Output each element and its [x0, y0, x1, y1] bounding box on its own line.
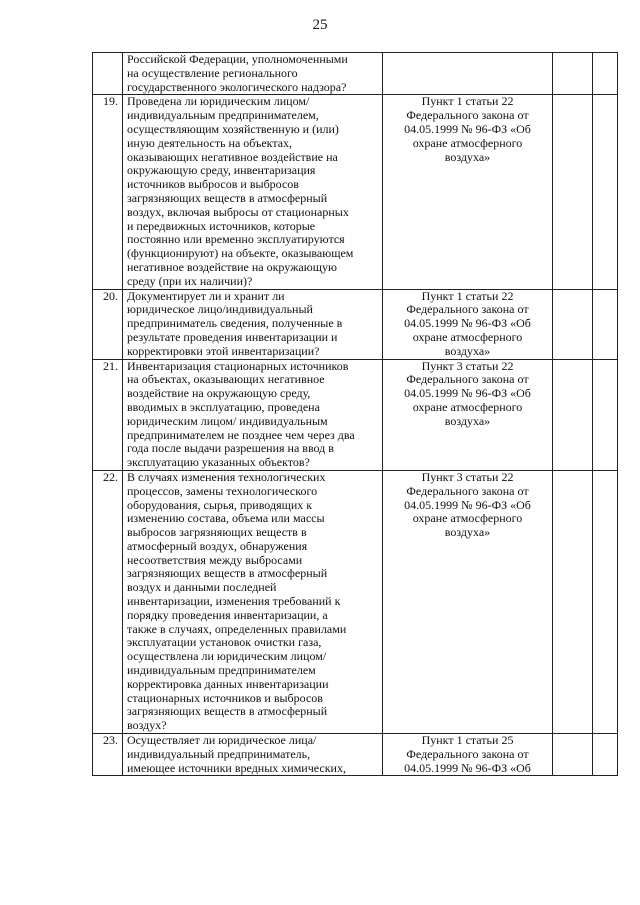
question-line: оказывающих негативное воздействие на [127, 149, 338, 164]
question-line: постоянно или временно эксплуатируются [127, 232, 345, 247]
table-row [93, 95, 618, 289]
reference-line: Пункт 3 статьи 22 [421, 469, 514, 484]
reference-line: Пункт 1 статьи 22 [421, 94, 514, 109]
question-line: стационарных источников и выбросов [127, 690, 323, 705]
question-line: инвентаризации, изменения требований к [127, 594, 341, 609]
question-line: атмосферный воздух, обнаружения [127, 538, 308, 553]
answer-cell [553, 359, 593, 470]
question-line: результате проведения инвентаризации и [127, 329, 338, 344]
question-cell [123, 289, 383, 359]
reference-line: Федерального закона от [406, 108, 529, 123]
table-row [93, 734, 618, 776]
answer-cell [553, 53, 593, 95]
question-cell [123, 359, 383, 470]
question-line: изменению состава, объема или массы [127, 511, 325, 526]
question-line: воздух и данными последней [127, 580, 277, 595]
question-line: загрязняющих веществ в атмосферный [127, 566, 328, 581]
question-line: корректировки этой инвентаризации? [127, 343, 320, 358]
answer-cell [593, 734, 618, 776]
page-number: 25 [312, 17, 328, 33]
reference-line: 04.05.1999 № 96-ФЗ «Об [404, 316, 531, 331]
question-line: Российской Федерации, уполномоченными [127, 52, 348, 66]
question-line: предпринимателем не позднее чем через два [127, 427, 355, 442]
item-number: 21. [93, 359, 123, 470]
answer-cell [593, 289, 618, 359]
reference-line: Пункт 1 статьи 22 [421, 288, 514, 303]
question-line: также в случаях, определенных правилами [127, 621, 347, 636]
reference-line: охране атмосферного [412, 135, 523, 150]
table-row [93, 470, 618, 733]
question-line: выбросов загрязняющих веществ в [127, 525, 307, 540]
question-line: и передвижных источников, которые [127, 218, 316, 233]
legal-reference-cell [383, 95, 553, 289]
legal-reference-cell [383, 359, 553, 470]
table-row [93, 359, 618, 470]
question-line: Осуществляет ли юридическое лица/ [127, 733, 317, 748]
legal-reference-cell [383, 289, 553, 359]
question-line: на объектах, оказывающих негативное [127, 372, 325, 387]
reference-line: 04.05.1999 № 96-ФЗ «Об [404, 121, 531, 136]
reference-line: воздуха» [444, 149, 491, 164]
reference-line: 04.05.1999 № 96-ФЗ «Об [404, 497, 531, 512]
question-line: индивидуальным предпринимателем, [127, 108, 319, 123]
item-number: 20. [93, 289, 123, 359]
item-number: 19. [93, 95, 123, 289]
reference-line: воздуха» [444, 343, 491, 358]
question-line: юридическое лицо/индивидуальный [127, 302, 313, 317]
reference-line: 04.05.1999 № 96-ФЗ «Об [404, 760, 531, 775]
question-line: оборудования, сырья, приводящих к [127, 497, 313, 512]
answer-cell [593, 95, 618, 289]
reference-line: Федерального закона от [406, 483, 529, 498]
reference-line: охране атмосферного [412, 329, 523, 344]
legal-reference-cell [383, 470, 553, 733]
question-line: воздействие на окружающую среду, [127, 386, 311, 401]
question-line: эксплуатации установок очистки газа, [127, 635, 322, 650]
checklist-table [92, 52, 618, 776]
question-line: порядку проведения инвентаризации, а [127, 607, 328, 622]
question-line: года после выдачи разрешения на ввод в [127, 441, 334, 456]
question-line: корректировка данных инвентаризации [127, 676, 329, 691]
question-line: имеющее источники вредных химических, [127, 760, 346, 775]
reference-line: Федерального закона от [406, 372, 529, 387]
item-number: 22. [93, 470, 123, 733]
question-line: процессов, замены технологического [127, 483, 318, 498]
answer-cell [553, 734, 593, 776]
question-line: несоответствия между выбросами [127, 552, 303, 567]
answer-cell [593, 359, 618, 470]
legal-reference-cell [383, 734, 553, 776]
reference-line: охране атмосферного [412, 511, 523, 526]
answer-cell [553, 95, 593, 289]
table-row [93, 289, 618, 359]
question-line: предприниматель сведения, полученные в [127, 316, 343, 331]
answer-cell [593, 470, 618, 733]
question-line: иную деятельность на объектах, [127, 135, 293, 150]
question-cell [123, 470, 383, 733]
question-line: окружающую среду, инвентаризация [127, 163, 316, 178]
checklist-body [93, 53, 618, 776]
question-line: загрязняющих веществ в атмосферный [127, 704, 328, 719]
question-line: Документирует ли и хранит ли [127, 288, 285, 303]
question-line: загрязняющих веществ в атмосферный [127, 190, 328, 205]
reference-line: Пункт 3 статьи 22 [421, 358, 514, 373]
question-line: источников выбросов и выбросов [127, 177, 299, 192]
question-line: осуществлена ли юридическим лицом/ [127, 649, 327, 664]
question-cell [123, 95, 383, 289]
question-line: индивидуальный предприниматель, [127, 746, 311, 761]
question-line: осуществляющим хозяйственную и (или) [127, 121, 339, 136]
reference-line: 04.05.1999 № 96-ФЗ «Об [404, 386, 531, 401]
table-row [93, 53, 618, 95]
reference-line: воздуха» [444, 413, 491, 428]
question-line: воздух, включая выбросы от стационарных [127, 204, 349, 219]
question-line: среду (при их наличии)? [127, 273, 253, 288]
question-line: негативное воздействие на окружающую [127, 259, 337, 274]
reference-line: охране атмосферного [412, 399, 523, 414]
answer-cell [553, 470, 593, 733]
answer-cell [553, 289, 593, 359]
reference-line: воздуха» [444, 525, 491, 540]
question-line: (функционируют) на объекте, оказывающем [127, 246, 354, 261]
question-cell [123, 53, 383, 95]
question-line: В случаях изменения технологических [127, 469, 326, 484]
reference-line: Федерального закона от [406, 746, 529, 761]
question-line: юридическим лицом/ индивидуальным [127, 413, 328, 428]
question-line: Инвентаризация стационарных источников [127, 358, 349, 373]
answer-cell [593, 53, 618, 95]
item-number: 23. [93, 734, 123, 776]
question-line: вводимых в эксплуатацию, проведена [127, 399, 320, 414]
item-number [93, 53, 123, 95]
reference-line: Пункт 1 статьи 25 [421, 733, 514, 748]
question-line: на осуществление регионального [127, 65, 298, 80]
question-line: эксплуатацию указанных объектов? [127, 455, 310, 470]
reference-line: Федерального закона от [406, 302, 529, 317]
legal-reference-cell [383, 53, 553, 95]
question-cell [123, 734, 383, 776]
question-line: Проведена ли юридическим лицом/ [127, 94, 310, 109]
question-line: государственного экологического надзора? [127, 79, 347, 94]
question-line: воздух? [127, 718, 167, 733]
question-line: индивидуальным предпринимателем [127, 663, 316, 678]
